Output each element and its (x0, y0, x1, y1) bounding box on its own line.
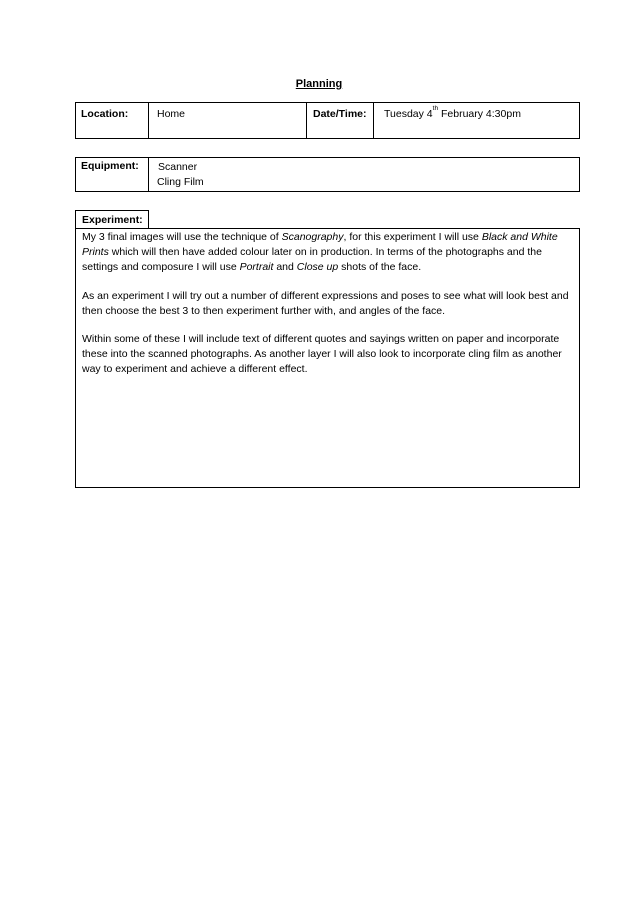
location-value: Home (157, 108, 186, 120)
experiment-body (75, 228, 580, 488)
emphasis-text: Portrait (239, 261, 274, 274)
datetime-value-sup: th (432, 105, 439, 112)
body-text: shots of the face. (338, 261, 422, 274)
equipment-item: Scanner (158, 161, 198, 173)
body-text: and (273, 261, 297, 274)
datetime-value-suffix: February 4:30pm (438, 108, 521, 120)
datetime-label: Date/Time: (313, 108, 367, 120)
equipment-list (149, 158, 449, 191)
experiment-paragraph (82, 289, 573, 319)
emphasis-text: Scanography (281, 231, 344, 243)
datetime-value-prefix: Tuesday 4 (384, 108, 433, 120)
body-text: Within some of these I will include text of different quotes and sayings written on paper and incorporate these into the scanned photographs. As another layer I will also look to incorporate cling film as another way to experiment and achieve a different effect. (82, 333, 562, 376)
experiment-label: Experiment: (75, 210, 149, 229)
equipment-label: Equipment: (81, 160, 139, 172)
page-title: Planning (295, 78, 343, 90)
experiment-text (82, 230, 573, 378)
divider (306, 103, 307, 138)
equipment-table (75, 157, 580, 192)
experiment-paragraph (82, 230, 573, 276)
divider (148, 103, 149, 138)
emphasis-text: Black and White Prints (82, 231, 558, 259)
emphasis-text: Close up (296, 261, 339, 274)
body-text: My 3 final images will use the technique of (82, 231, 282, 243)
body-text: , for this experiment I will use (343, 231, 482, 243)
location-label: Location: (81, 108, 129, 120)
divider (373, 103, 374, 138)
location-date-table (75, 102, 580, 139)
equipment-item: Cling Film (157, 176, 204, 188)
datetime-value (379, 103, 579, 138)
body-text: As an experiment I will try out a number of different expressions and poses to see what will look best and then choose the best 3 to then experiment further with, and angles of the face. (82, 289, 569, 317)
experiment-paragraph (82, 332, 573, 378)
body-text: which will then have added colour later on in production. In terms of the photographs and the settings and composure I will use (82, 246, 542, 274)
